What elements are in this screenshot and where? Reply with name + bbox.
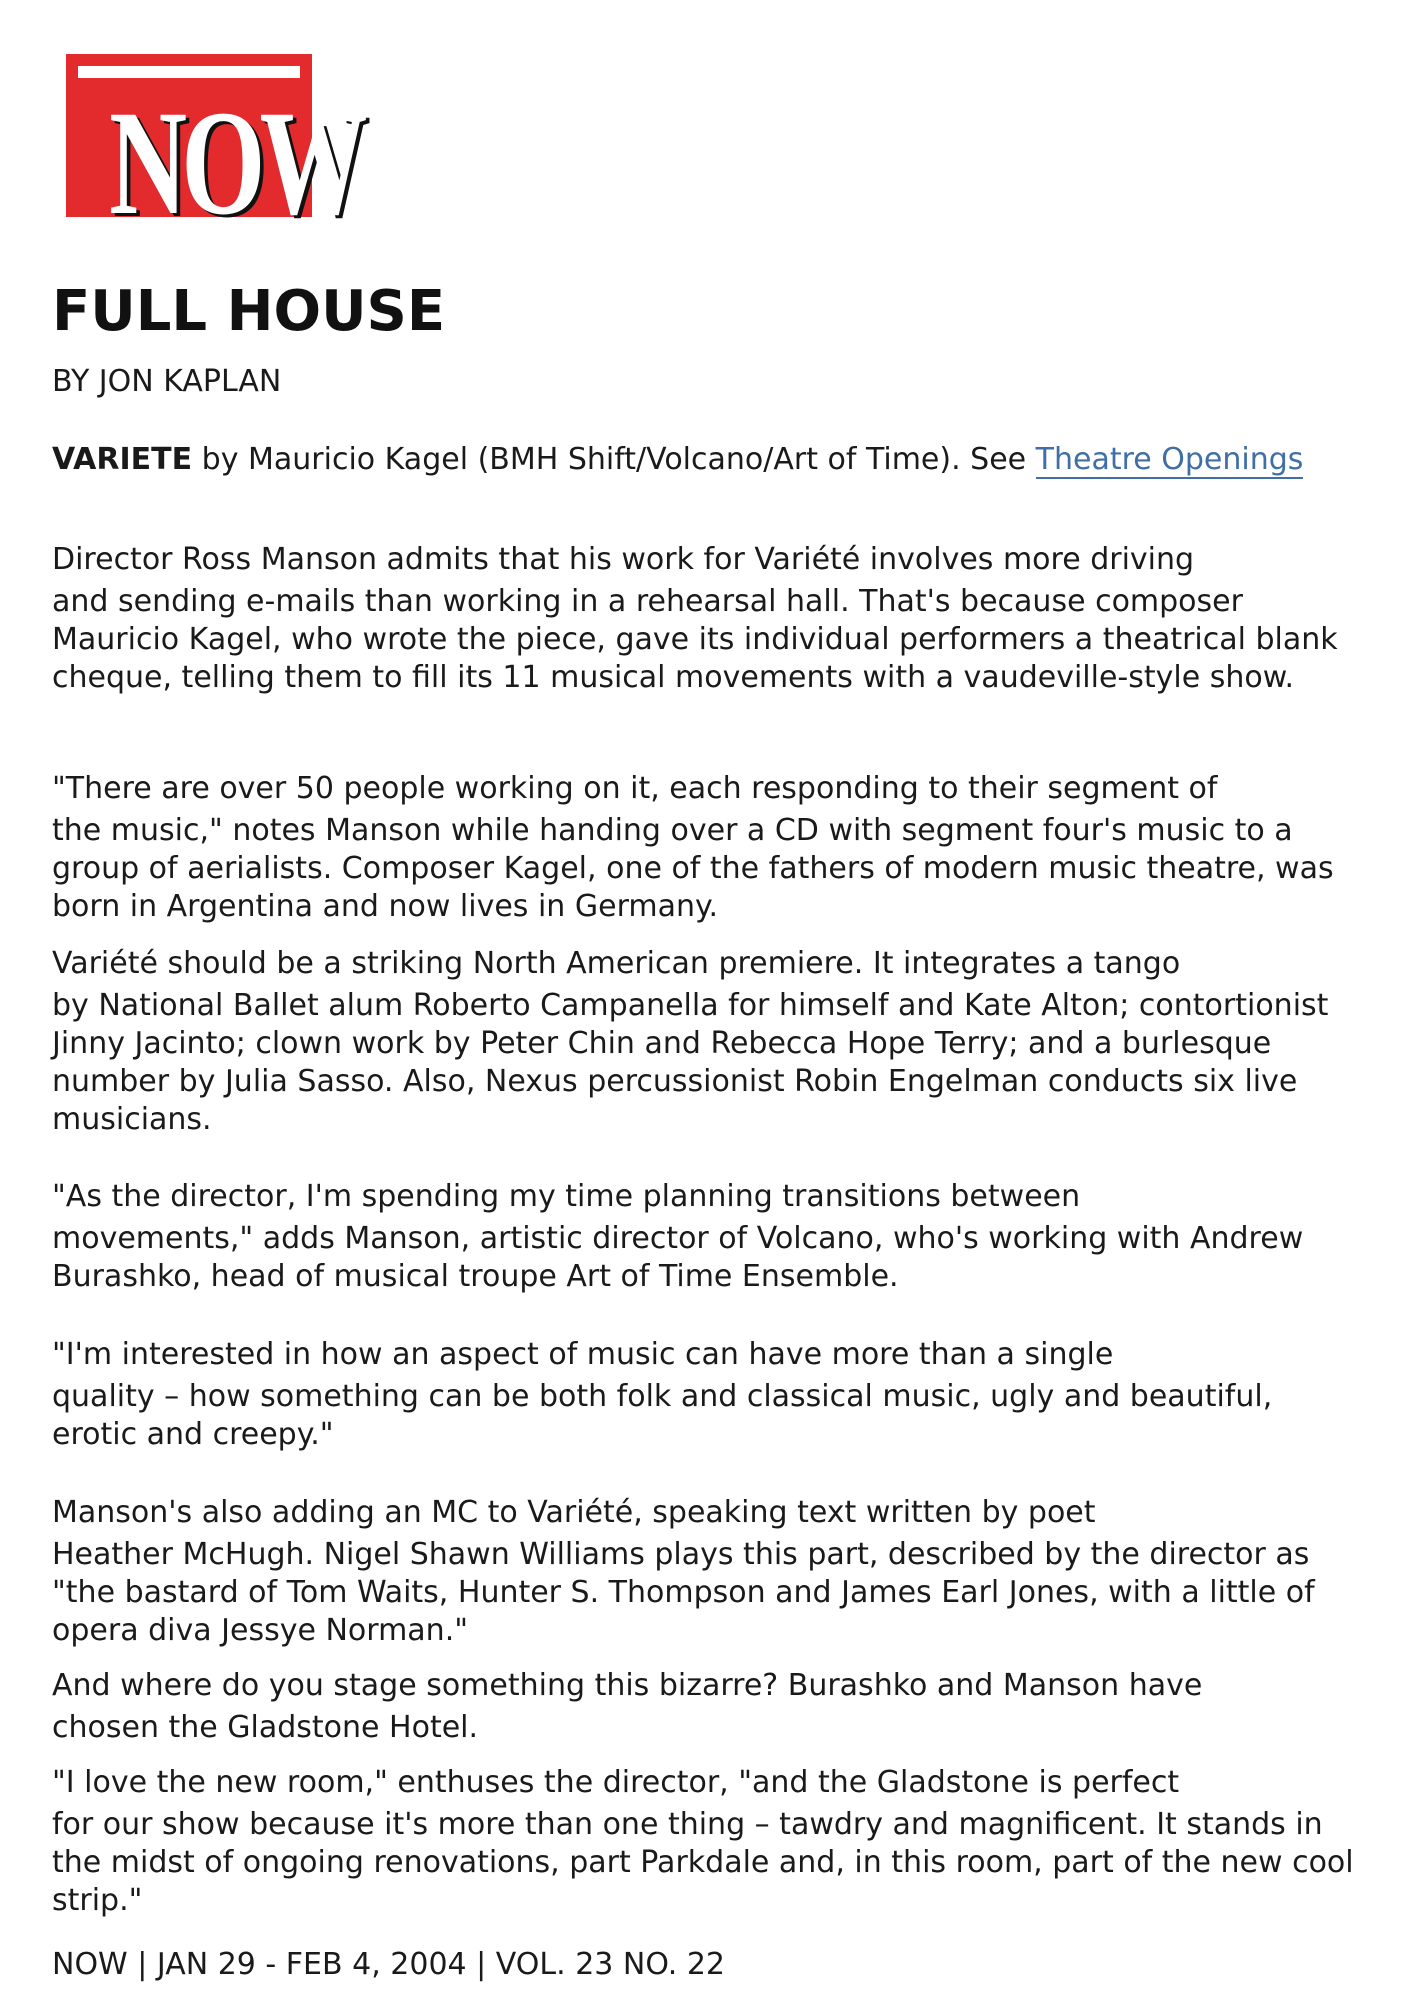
article-paragraph [52,1760,1362,1920]
paragraph-body: movements," adds Manson, artistic director of Volcano, who's working with Andrew Burashko, head of musical troupe Art of Time Ensemble. [52,1221,1304,1294]
article-paragraph [52,537,1362,697]
now-logo [66,54,362,246]
paragraph-first-line: And where do you stage something this bizarre? Burashko and Manson have [52,1668,1203,1703]
paragraph-body: by National Ballet alum Roberto Campanella for himself and Kate Alton; contortionist Jinny Jacinto; clown work by Peter Chin and Rebecca Hope Terry; and a burlesque number by Julia Sasso. Also, Nexus percussionist Robin Engelman conducts six live musicians. [52,988,1329,1137]
logo-band [78,78,362,246]
paragraph-first-line: "As the director, I'm spending my time planning transitions between [52,1179,1081,1214]
article-paragraph [52,941,1362,1139]
article-headline: FULL HOUSE [52,279,446,344]
paragraph-body: quality – how something can be both folk and classical music, ugly and beautiful, erotic and creepy." [52,1379,1273,1452]
article-paragraph [52,1663,1362,1747]
article-paragraph [52,766,1362,926]
article-paragraph [52,1174,1362,1296]
show-title: VARIETE [52,442,193,477]
paragraph-body: for our show because it's more than one thing – tawdry and magnificent. It stands in the midst of ongoing renovations, part Parkdale and, in this room, part of the new cool strip." [52,1807,1354,1918]
paragraph-first-line: "I'm interested in how an aspect of music can have more than a single [52,1337,1114,1372]
article-paragraph [52,1490,1362,1650]
paragraph-first-line: Director Ross Manson admits that his work for Variété involves more driving [52,542,1195,577]
paragraph-first-line: Variété should be a striking North American premiere. It integrates a tango [52,946,1181,981]
article-intro [52,437,1362,482]
paragraph-first-line: "I love the new room," enthuses the director, "and the Gladstone is perfect [52,1765,1180,1800]
show-credits: by Mauricio Kagel (BMH Shift/Volcano/Art of Time). See [192,442,1036,477]
theatre-openings-link[interactable]: Theatre Openings [1035,442,1304,477]
paragraph-first-line: "There are over 50 people working on it, each responding to their segment of [52,771,1218,806]
article-byline: BY JON KAPLAN [52,364,282,399]
paragraph-first-line: Manson's also adding an MC to Variété, speaking text written by poet [52,1495,1096,1530]
paragraph-body: chosen the Gladstone Hotel. [52,1710,479,1745]
article-paragraph [52,1332,1362,1454]
paragraph-body: and sending e-mails than working in a rehearsal hall. That's because composer Mauricio Kagel, who wrote the piece, gave its individual performers a theatrical blank cheque, telling them to fill its 11 musical movements with a vaudeville-style show. [52,584,1338,695]
paragraph-body: the music," notes Manson while handing over a CD with segment four's music to a group of aerialists. Composer Kagel, one of the fathers of modern music theatre, was born in Argentina and now lives in Germany. [52,813,1334,924]
paragraph-body: Heather McHugh. Nigel Shawn Williams plays this part, described by the director as "the bastard of Tom Waits, Hunter S. Thompson and James Earl Jones, with a little of opera diva Jessye Norman." [52,1537,1315,1648]
issue-footer: NOW | JAN 29 - FEB 4, 2004 | VOL. 23 NO. 22 [52,1947,725,1982]
logo-text: NOW [109,80,362,246]
